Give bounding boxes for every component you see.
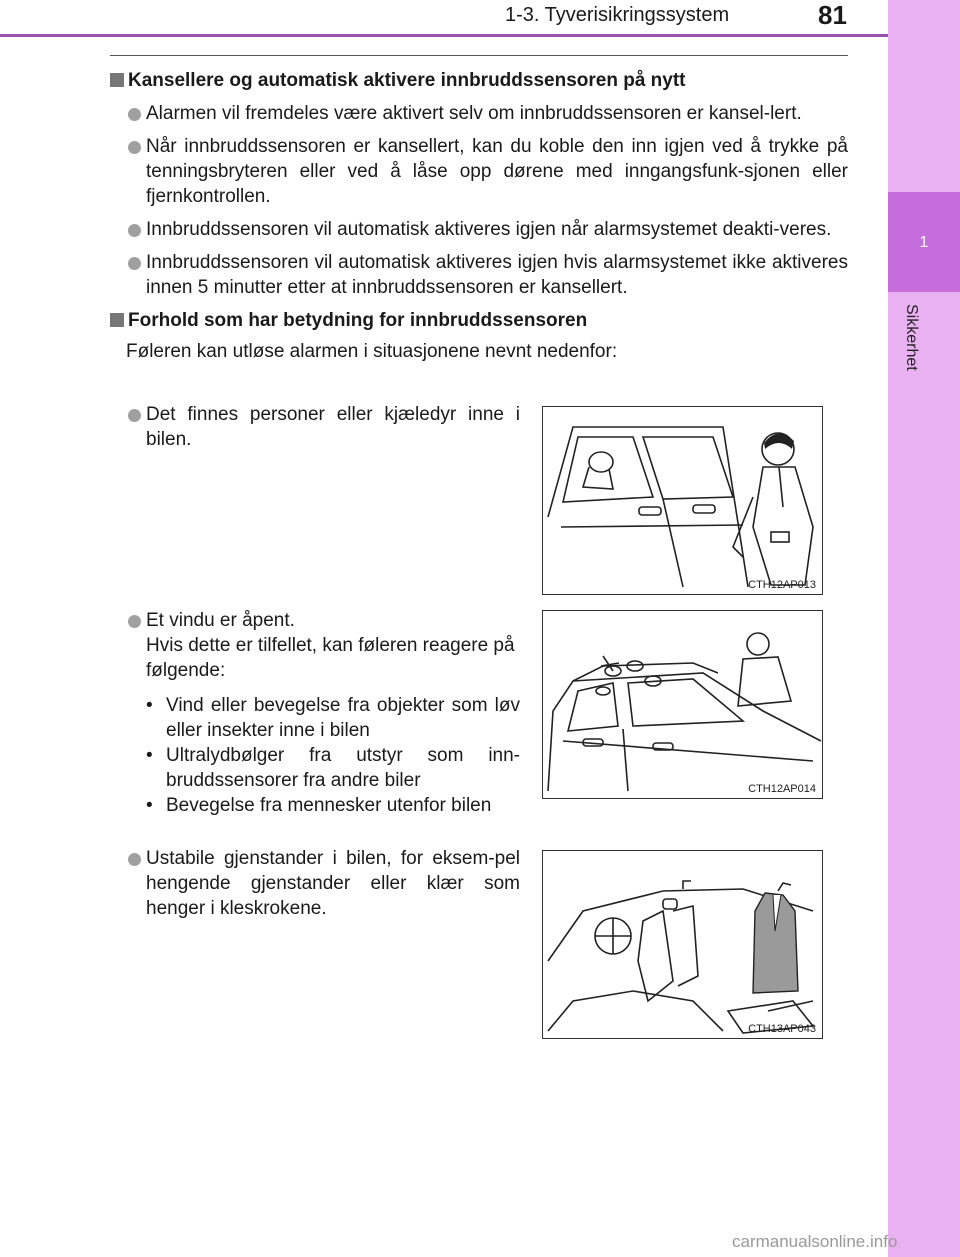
figure-code: CTH13AP043 <box>748 1023 816 1035</box>
sub-list-item: • Ultralydbølger fra utstyr som inn-bruddssensorer fra andre biler <box>146 745 520 791</box>
square-bullet-icon <box>110 313 124 327</box>
side-tab-strip <box>888 0 960 1257</box>
figure-open-window <box>542 610 823 799</box>
circle-bullet-icon <box>128 853 141 866</box>
section-rule <box>110 55 848 56</box>
section-2-intro: Føleren kan utløse alarmen i situasjonene nevnt nedenfor: <box>126 341 618 362</box>
sub-list-item: • Bevegelse fra mennesker utenfor bilen <box>146 795 492 816</box>
section-1 <box>108 68 848 364</box>
condition-item-1 <box>108 402 520 452</box>
side-tab-label: Sikkerhet <box>903 304 920 371</box>
dot-marker-icon: • <box>146 745 153 766</box>
condition-item-3 <box>108 846 520 921</box>
list-item: Innbruddssensoren vil automatisk aktiveres igjen når alarmsystemet deakti-veres. <box>108 217 848 242</box>
header-rule <box>0 34 888 37</box>
car-interior-illustration <box>543 851 822 1038</box>
circle-bullet-icon <box>128 409 141 422</box>
list-item: Det finnes personer eller kjæledyr inne i bilen. <box>108 402 520 452</box>
condition-item-2 <box>108 608 520 818</box>
circle-bullet-icon <box>128 224 141 237</box>
figure-code: CTH12AP013 <box>748 579 816 591</box>
figure-hanging-clothes <box>542 850 823 1039</box>
list-item: Et vindu er åpent. <box>108 608 520 633</box>
watermark: carmanualsonline.info <box>732 1232 898 1251</box>
list-item: Når innbruddssensoren er kansellert, kan du koble den inn igjen ved å trykke på tenningsbryteren eller ved å låse opp dørene med inngangsfunk-sjonen eller fjernkontrollen. <box>108 134 848 209</box>
chapter-title: 1-3. Tyverisikringssystem <box>505 4 730 26</box>
section-2-heading: Forhold som har betydning for innbruddssensoren <box>108 308 848 333</box>
open-window-illustration <box>543 611 822 798</box>
circle-bullet-icon <box>128 257 141 270</box>
dot-marker-icon: • <box>146 795 153 816</box>
figure-code: CTH12AP014 <box>748 783 816 795</box>
figure-dog-in-car <box>542 406 823 595</box>
list-item: Ustabile gjenstander i bilen, for eksem-pel hengende gjenstander eller klær som henger i kleskrokene. <box>108 846 520 921</box>
condition-detail: Hvis dette er tilfellet, kan føleren reagere på følgende: <box>146 635 515 681</box>
circle-bullet-icon <box>128 108 141 121</box>
list-item: Alarmen vil fremdeles være aktivert selv om innbruddssensoren er kansel-lert. <box>108 101 848 126</box>
dog-car-illustration <box>543 407 822 594</box>
list-item: Innbruddssensoren vil automatisk aktiveres igjen hvis alarmsystemet ikke aktiveres innen 5 minutter etter at innbruddssensoren er kansellert. <box>108 250 848 300</box>
sub-list-item: • Vind eller bevegelse fra objekter som løv eller insekter inne i bilen <box>146 695 520 741</box>
section-1-heading: Kansellere og automatisk aktivere innbruddssensoren på nytt <box>108 68 848 93</box>
side-tab-number: 1 <box>919 234 929 251</box>
circle-bullet-icon <box>128 141 141 154</box>
dot-marker-icon: • <box>146 695 153 716</box>
page-number: 81 <box>818 0 847 30</box>
circle-bullet-icon <box>128 615 141 628</box>
square-bullet-icon <box>110 73 124 87</box>
